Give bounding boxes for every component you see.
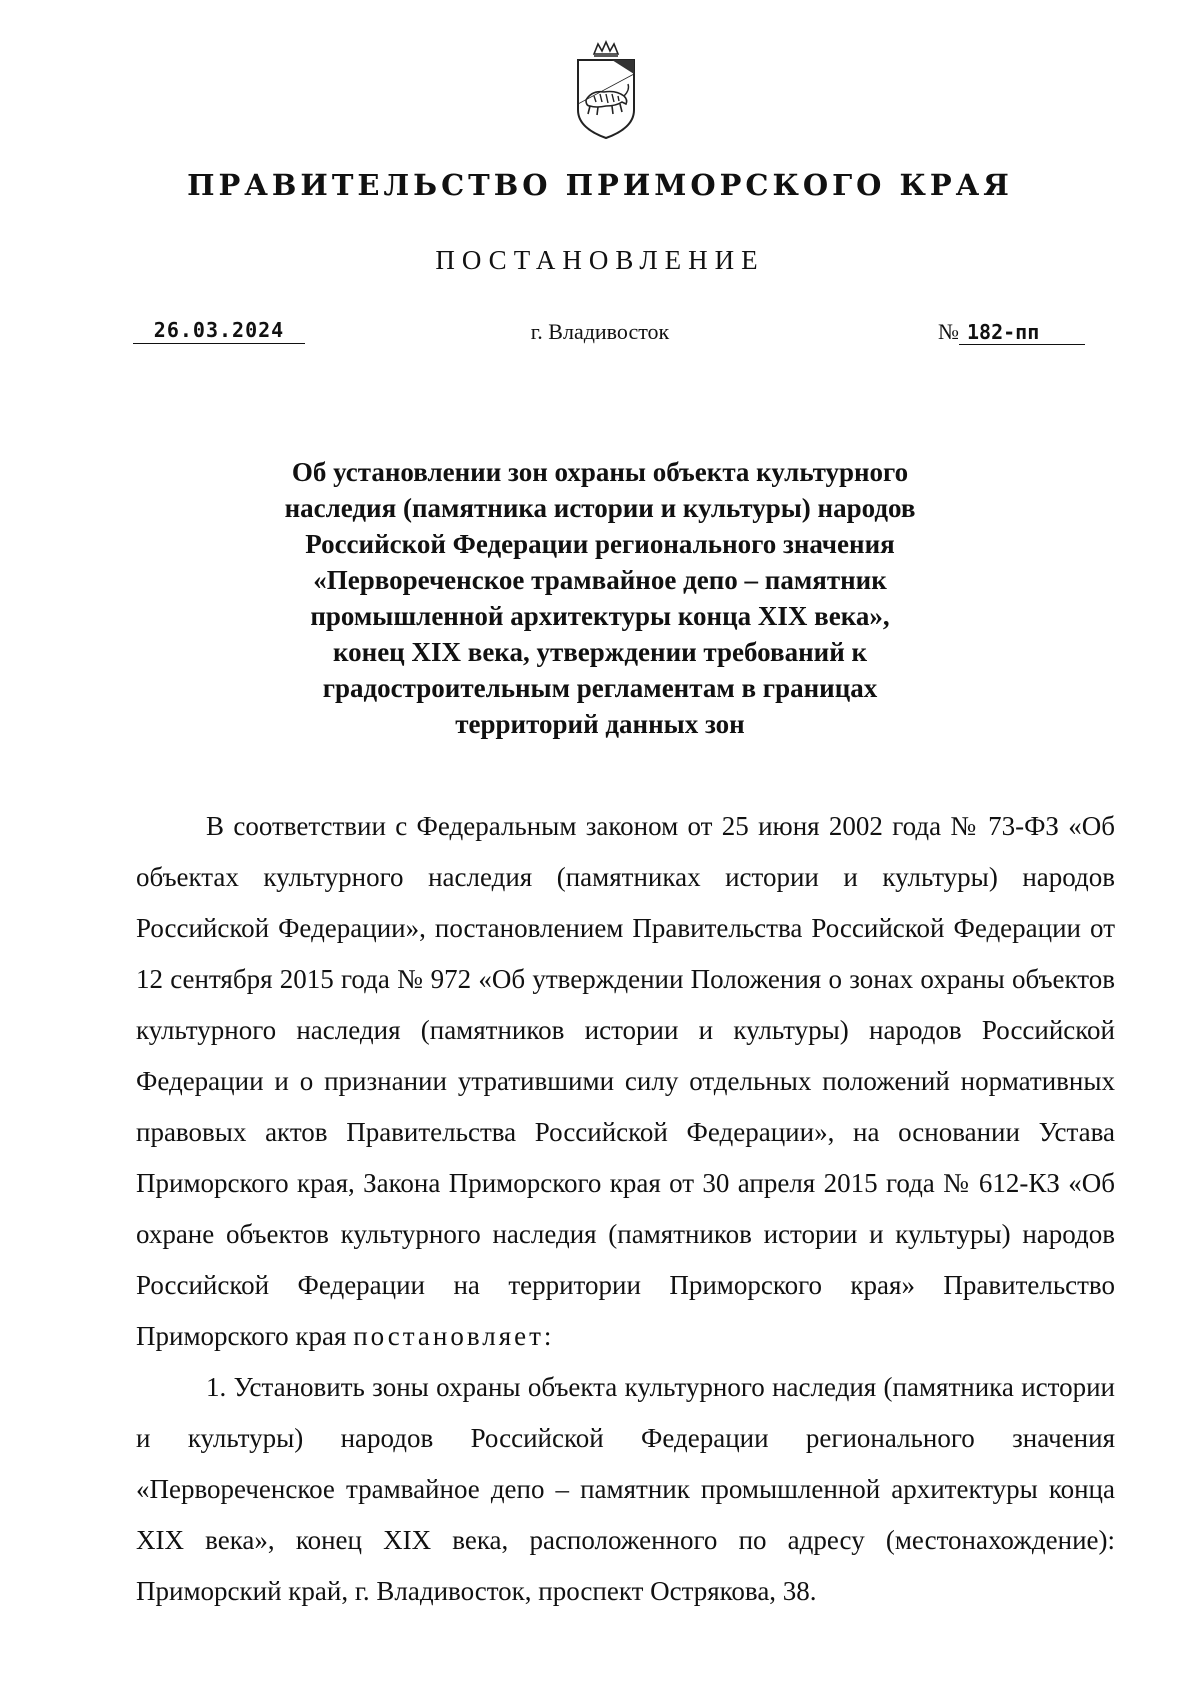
coat-of-arms-emblem — [572, 40, 640, 144]
title-line: территорий данных зон — [455, 709, 745, 739]
title-line: конец XIX века, утверждении требований к — [332, 637, 868, 667]
body-paragraph-preamble — [136, 801, 1115, 1362]
document-date: 26.03.2024 — [133, 318, 305, 344]
number-value: 182-пп — [959, 320, 1085, 345]
government-title: ПРАВИТЕЛЬСТВО ПРИМОРСКОГО КРАЯ — [187, 168, 1013, 202]
title-line: «Первореченское трамвайное депо – памятник — [313, 565, 887, 595]
document-city: г. Владивосток — [530, 319, 670, 344]
body-paragraph-item-1: 1. Установить зоны охраны объекта культурного наследия (памятника истории и культуры) народов Российской Федерации регионального значения «Первореченское трамвайное депо – памятник промышленной архитектуры конца XIX века», конец XIX века, расположенного по адресу (местонахождение): Приморский край, г. Владивосток, проспект Острякова, 38. — [136, 1372, 1115, 1606]
number-label: № — [938, 319, 959, 344]
preamble-text: В соответствии с Федеральным законом от 25 июня 2002 года № 73-ФЗ «Об объектах культурного наследия (памятниках истории и культуры) народов Российской Федерации», постановлением Правительства Российской Федерации от 12 сентября 2015 года № 972 «Об утверждении Положения о зонах охраны объектов культурного наследия (памятников истории и культуры) народов Российской Федерации и о признании утратившими силу отдельных положений нормативных правовых актов Правительства Российской Федерации», на основании Устава Приморского края, Закона Приморского края от 30 апреля 2015 года № 612-КЗ «Об охране объектов культурного наследия (памятников истории и культуры) народов Российской Федерации на территории Приморского края» Правительство Приморского края — [136, 811, 1115, 1351]
title-line: промышленной архитектуры конца XIX века», — [310, 601, 890, 631]
document-type: ПОСТАНОВЛЕНИЕ — [435, 245, 765, 275]
document-number — [938, 319, 1085, 345]
title-line: Российской Федерации регионального значения — [305, 529, 895, 559]
title-line: Об установлении зон охраны объекта культурного — [291, 457, 909, 487]
title-line: градостроительным регламентам в границах — [322, 673, 878, 703]
document-title — [0, 454, 1200, 742]
document-body — [136, 801, 1115, 1617]
title-line: наследия (памятника истории и культуры) народов — [284, 493, 916, 523]
decree-word: постановляет: — [353, 1321, 555, 1351]
